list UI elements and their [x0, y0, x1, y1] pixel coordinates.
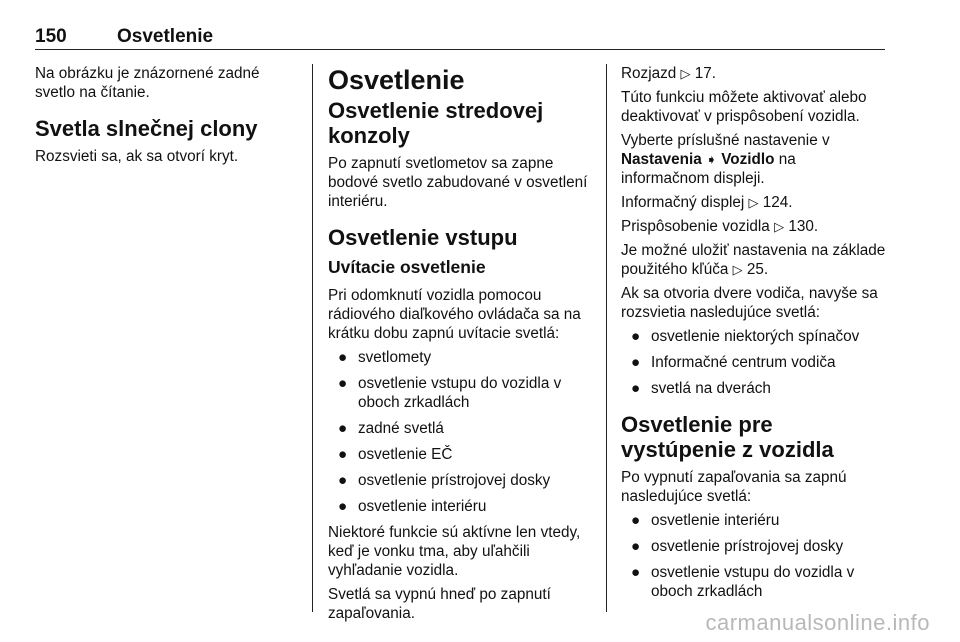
bullet-icon: ●	[338, 498, 348, 515]
bullet-icon: ●	[338, 349, 348, 366]
list-item: ● osvetlenie vstupu do vozidla v oboch zrkadlách	[631, 564, 855, 600]
list-item: ● osvetlenie vstupu do vozidla v oboch zrkadlách	[338, 375, 562, 411]
triangle-right-icon: ▷	[680, 66, 691, 81]
bullet-icon: ●	[631, 512, 641, 529]
running-title: Osvetlenie	[117, 26, 214, 47]
triangle-right-icon: ▷	[748, 195, 759, 210]
select-setting-text: Vyberte príslušné nastavenie v Nastavenia ➧ Vozidlo na informačnom displeji.	[621, 132, 830, 187]
exit-lighting-heading: Osvetlenie pre vystúpenie z vozidla	[621, 412, 834, 462]
dark-only-note: Niektoré funkcie sú aktívne len vtedy, keď je vonku tma, aby uľahčili vyhľadanie vozidla.	[328, 524, 581, 579]
list-item: ● svetlomety	[338, 349, 432, 366]
sun-visor-lights-heading: Svetla slnečnej clony	[35, 116, 258, 141]
column-divider-2	[606, 64, 607, 612]
lights-off-note: Svetlá sa vypnú hneď po zapnutí zapaľovania.	[328, 586, 551, 622]
bullet-icon: ●	[631, 328, 641, 345]
list-item: ● svetlá na dverách	[631, 380, 771, 397]
column-2	[328, 64, 598, 628]
bullet-icon: ●	[631, 380, 641, 397]
door-lights-list	[621, 327, 889, 398]
page-number: 150	[35, 26, 67, 47]
bullet-icon: ●	[631, 538, 641, 555]
bullet-icon: ●	[338, 446, 348, 463]
bullet-icon: ●	[338, 472, 348, 489]
bullet-icon: ●	[338, 420, 348, 437]
exit-lighting-text: Po vypnutí zapaľovania sa zapnú nasledujúce svetlá:	[621, 469, 847, 505]
page-header	[35, 22, 885, 50]
column-1	[35, 64, 297, 171]
bullet-icon: ●	[631, 354, 641, 371]
list-item: ● osvetlenie interiéru	[338, 498, 487, 515]
start-reference: Rozjazd ▷ 17.	[621, 65, 717, 82]
header-rule	[35, 49, 885, 50]
welcome-lighting-text: Pri odomknutí vozidla pomocou rádiového diaľkového ovládača sa na krátku dobu zapnú uvítacie svetlá:	[328, 287, 581, 342]
bullet-icon: ●	[338, 375, 348, 392]
list-item: ● osvetlenie prístrojovej dosky	[338, 472, 551, 489]
vehicle-personalization-reference: Prispôsobenie vozidla ▷ 130.	[621, 218, 819, 235]
column-3	[621, 64, 889, 608]
welcome-lighting-heading: Uvítacie osvetlenie	[328, 257, 486, 277]
welcome-lights-list	[328, 348, 598, 516]
bullet-icon: ●	[631, 564, 641, 581]
arrow-right-icon: ➧	[706, 152, 717, 167]
key-settings-reference: Je možné uložiť nastavenia na základe použitého kľúča ▷ 25.	[621, 242, 886, 278]
watermark: carmanualsonline.info	[705, 610, 930, 635]
driver-door-text: Ak sa otvoria dvere vodiča, navyše sa rozsvietia nasledujúce svetlá:	[621, 285, 878, 321]
column-divider-1	[312, 64, 313, 612]
section-heading-lighting: Osvetlenie	[328, 65, 465, 95]
function-text: Túto funkciu môžete aktivovať alebo deaktivovať v prispôsobení vozidla.	[621, 89, 867, 125]
info-display-reference: Informačný displej ▷ 124.	[621, 194, 793, 211]
list-item: ● Informačné centrum vodiča	[631, 354, 836, 371]
list-item: ● zadné svetlá	[338, 420, 444, 437]
center-console-lighting-text: Po zapnutí svetlometov sa zapne bodové svetlo zabudované v osvetlení interiéru.	[328, 155, 588, 210]
rear-reading-light-text: Na obrázku je znázornené zadné svetlo na čítanie.	[35, 65, 260, 101]
center-console-lighting-heading: Osvetlenie stredovej konzoly	[328, 98, 544, 148]
list-item: ● osvetlenie EČ	[338, 446, 453, 463]
sun-visor-lights-text: Rozsvieti sa, ak sa otvorí kryt.	[35, 148, 239, 165]
triangle-right-icon: ▷	[732, 262, 743, 277]
exit-lights-list	[621, 511, 889, 601]
list-item: ● osvetlenie prístrojovej dosky	[631, 538, 844, 555]
list-item: ● osvetlenie interiéru	[631, 512, 780, 529]
triangle-right-icon: ▷	[774, 219, 785, 234]
list-item: ● osvetlenie niektorých spínačov	[631, 328, 860, 345]
entry-lighting-heading: Osvetlenie vstupu	[328, 225, 518, 250]
